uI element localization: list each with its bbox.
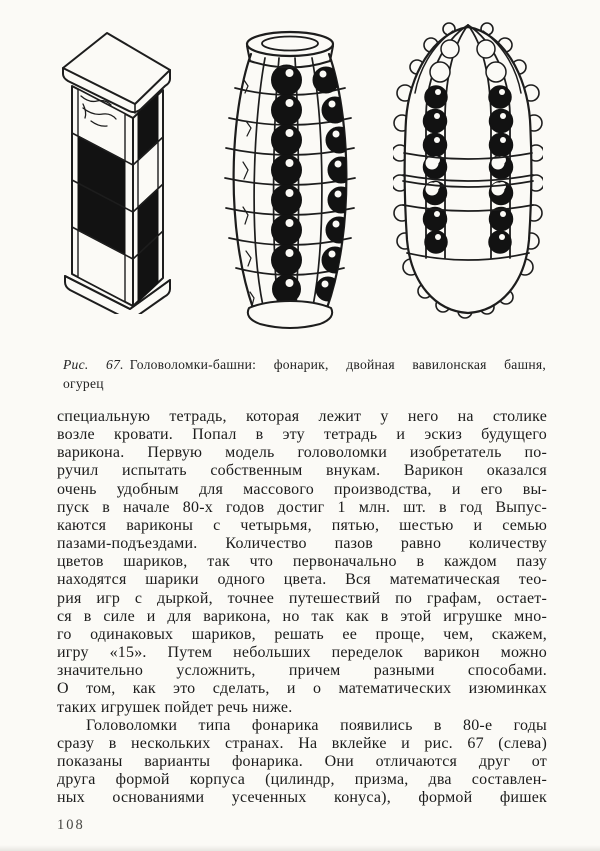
figure-caption-text-line1: Головоломки-башни: фонарик, двойная вавилонская башня, bbox=[129, 357, 546, 372]
text-line: го одинаковых шариков, решать ее проще, чем, скажем, bbox=[57, 625, 547, 643]
cucumber-body bbox=[403, 25, 533, 313]
text-line: таких игрушек пойдет речь ниже. bbox=[57, 698, 293, 716]
text-line: значительно усложнить, причем разными способами. bbox=[57, 662, 547, 680]
text-line: специальную тетрадь, которая лежит у него на столике bbox=[57, 408, 547, 425]
text-line: находятся шарики одного цвета. Вся математическая тео- bbox=[57, 571, 547, 589]
text-line: друга формой корпуса (цилиндр, призма, два составлен- bbox=[57, 771, 547, 789]
text-line: ных основаниями усеченных конуса), формой фишек bbox=[57, 789, 547, 807]
body-text bbox=[57, 408, 547, 807]
text-line: варикона. Первую модель головоломки изобретатель по- bbox=[57, 444, 547, 462]
text-line: сразу в нескольких странах. На вклейке и рис. 67 (слева) bbox=[57, 734, 547, 752]
text-line: О том, как это сделать, и о математических изюминках bbox=[57, 680, 547, 698]
text-line: возле кровати. Попал в эту тетрадь и эскиз будущего bbox=[57, 426, 547, 444]
lantern-puzzle-drawing bbox=[45, 28, 171, 314]
text-line: пуск в начале 80-х годов достиг 1 млн. шт. в год Выпус- bbox=[57, 498, 547, 516]
page-number: 108 bbox=[57, 817, 85, 833]
text-line: рия игр с дыркой, точнее путешествий по графам, остает- bbox=[57, 589, 547, 607]
text-line: цветов шариков, так что первоначально в каждом пазу bbox=[57, 553, 547, 571]
text-line: игру «15». Путем небольших переделок варикон можно bbox=[57, 644, 547, 662]
text-line: каются вариконы с четырьмя, пятью, шестью и семью bbox=[57, 516, 547, 534]
text-line: пазами-подъездами. Количество пазов равно количеству bbox=[57, 535, 547, 553]
text-line: Головоломки типа фонарика появились в 80-е годы bbox=[86, 716, 547, 734]
barrel-body bbox=[225, 54, 355, 312]
babylon-tower-puzzle-drawing bbox=[215, 28, 365, 335]
barrel-foot bbox=[248, 301, 332, 328]
page-edge-shadow bbox=[0, 845, 600, 851]
cucumber-puzzle-drawing bbox=[393, 15, 543, 320]
lantern-body bbox=[72, 86, 163, 306]
figure-caption-label: Рис. 67. bbox=[63, 357, 124, 372]
figure-67-illustration bbox=[0, 0, 600, 350]
text-line: ручил испытать собственным внукам. Варикон оказался bbox=[57, 462, 547, 480]
text-line: ся в силе и для варикона, но так как в этой игрушке мно- bbox=[57, 607, 547, 625]
text-line: очень удобным для массового производства, и его вы- bbox=[57, 480, 547, 498]
figure-caption-text-line2: огурец bbox=[63, 375, 104, 391]
figure-caption bbox=[63, 356, 546, 393]
text-line: показаны варианты фонарика. Они отличаются друг от bbox=[57, 752, 547, 770]
